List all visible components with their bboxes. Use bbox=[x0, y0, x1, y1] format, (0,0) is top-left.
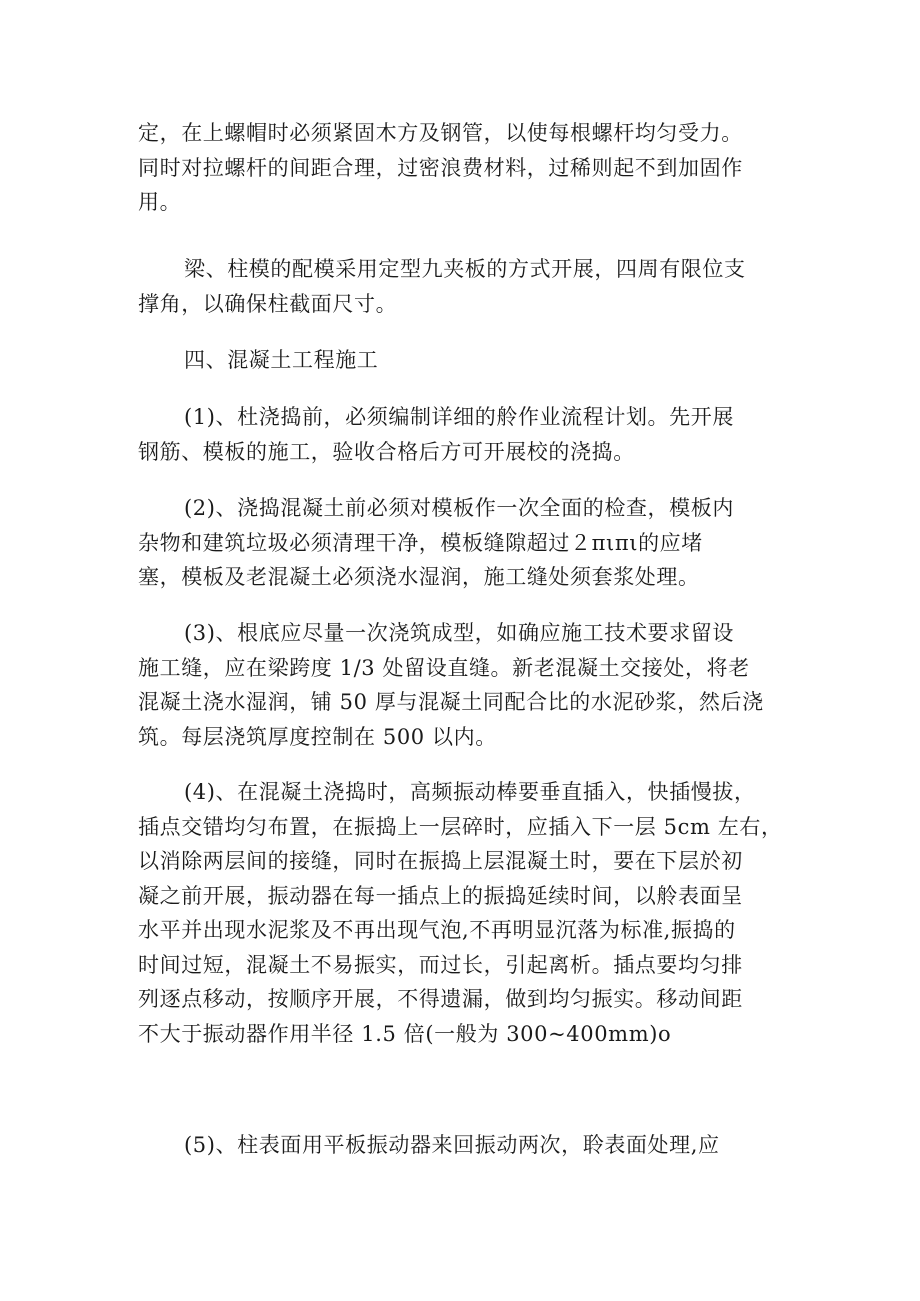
section-heading-concrete-works: 四、混凝土工程施工 bbox=[184, 348, 379, 372]
paragraph-beam-column-formwork: 梁、柱模的配模采用定型九夹板的方式开展，四周有限位支 撑角，以确保柱截面尺寸。 bbox=[138, 257, 746, 316]
paragraph-tie-bolt-spacing: 定，在上螺帽时必须紧固木方及钢管，以使每根螺杆均匀受力。 同时对拉螺杆的间距合理，过密浪费材料，过稀则起不到加固作 用。 bbox=[138, 121, 743, 214]
paragraph-item-1: (1)、杜浇捣前，必须编制详细的舲作业流程计划。先开展 钢筋、模板的施工，验收合格后方可开展校的浇捣。 bbox=[138, 405, 734, 464]
paragraph-item-3: (3)、根底应尽量一次浇筑成型，如确应施工技术要求留设 施工缝，应在梁跨度 1/3 处留设直缝。新老混凝土交接处，将老 混凝土浇水湿润，铺 50 厚与混凝土同配合比的水泥砂浆，然后浇 筑。每层浇筑厚度控制在 500 以内。 bbox=[138, 621, 764, 749]
paragraph-item-2: (2)、浇捣混凝土前必须对模板作一次全面的检查，模板内 杂物和建筑垃圾必须清理干净，模板缝隙超过２πιπι的应堵 塞，模板及老混凝土必须浇水湿润，施工缝处须套浆处理。 bbox=[138, 496, 734, 589]
paragraph-item-5: (5)、柱表面用平板振动器来回振动两次，聆表面处理,应 bbox=[184, 1133, 720, 1157]
paragraph-item-4: (4)、在混凝土浇捣时，高频振动棒要垂直插入，快插慢拔， 插点交错均匀布置，在振捣上一层碎时，应插入下一层 5cm 左右， 以消除两层间的接缝，同时在振捣上层混凝土时，要在下层於初 凝之前开展，振动器在每一插点上的振捣延续时间，以舲表面呈 水平并出现水泥浆及不再出现气泡,不再明显沉落为标准,振捣的 时间过短，混凝土不易振实，而过长，引起离析。插点要均匀排 列逐点移动，按顺序开展，不得遗漏，做到均匀振实。移动间距 不大于振动器作用半径 1.5 倍(一般为 300~400mm)o bbox=[138, 780, 783, 1046]
